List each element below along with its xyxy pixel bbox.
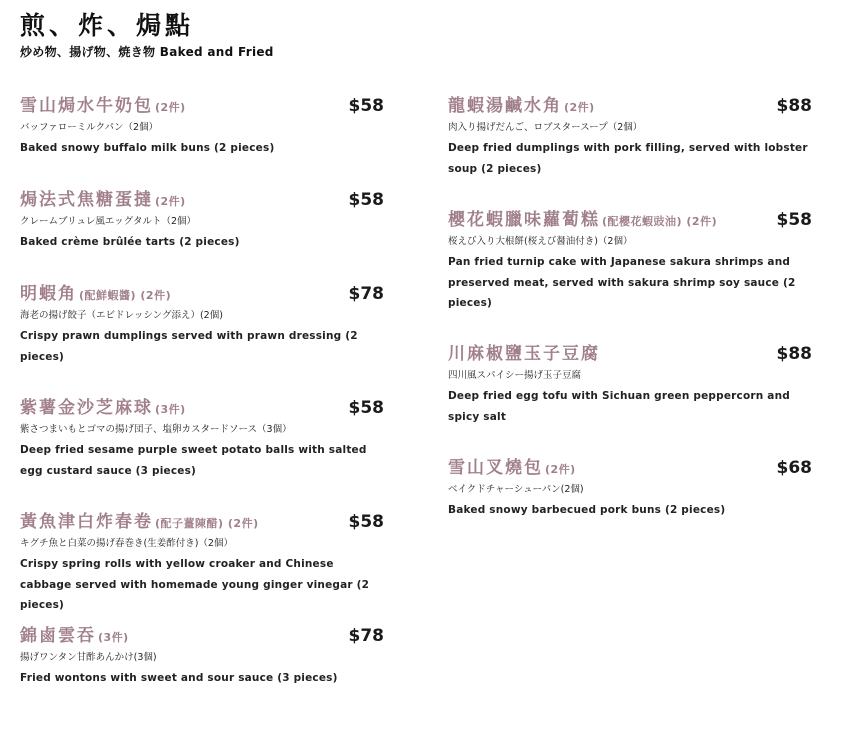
item-price: $58 (348, 398, 384, 418)
item-price: $78 (348, 626, 384, 646)
item-japanese-description: ベイクドチャーシューパン(2個) (448, 484, 584, 495)
item-english-description: Crispy spring rolls with yellow croaker and Chinese cabbage served with homemade young ginger vinegar (2 pieces) (20, 558, 370, 611)
item-english-description: Deep fried dumplings with pork filling, served with lobster soup (2 pieces) (448, 142, 808, 175)
item-name: 雪山叉燒包 (448, 458, 543, 478)
item-price: $78 (348, 284, 384, 304)
menu-item (20, 186, 384, 253)
item-japanese-description: クレームブリュレ風エッグタルト（2個） (20, 216, 196, 227)
menu-header (20, 10, 274, 60)
item-count: (配子薑陳醋) (2件) (155, 517, 259, 530)
item-english-description: Fried wontons with sweet and sour sauce (3 pieces) (20, 672, 338, 684)
item-japanese-description: キグチ魚と白菜の揚げ春巻き(生姜酢付き)（2個） (20, 538, 233, 549)
item-name: 黃魚津白炸春卷 (20, 512, 153, 532)
item-name: 雪山焗水牛奶包 (20, 96, 153, 116)
item-english-description: Pan fried turnip cake with Japanese sakura shrimps and preserved meat, served with sakura shrimp soy sauce (2 pieces) (448, 256, 796, 309)
item-price: $58 (348, 512, 384, 532)
item-japanese-description: 桜えび入り大根餅(桜えび醤油付き)（2個） (448, 236, 633, 247)
menu-item (448, 92, 812, 179)
item-price: $58 (348, 96, 384, 116)
section-title: 煎、炸、焗點 (20, 11, 195, 40)
item-japanese-description: バッファローミルクパン（2個） (20, 122, 159, 133)
item-count: (2件) (155, 195, 186, 208)
menu-item (20, 92, 384, 159)
item-count: (3件) (98, 631, 129, 644)
menu-item (20, 622, 384, 689)
item-price: $58 (348, 190, 384, 210)
menu-item (20, 280, 384, 367)
item-japanese-description: 海老の揚げ餃子（エビドレッシング添え）(2個) (20, 310, 223, 321)
item-english-description: Baked snowy buffalo milk buns (2 pieces) (20, 142, 275, 154)
item-japanese-description: 四川風スパイシー揚げ玉子豆腐 (448, 370, 582, 381)
item-count: (配櫻花蝦豉油) (2件) (602, 215, 718, 228)
item-japanese-description: 肉入り揚げだんご、ロブスタースープ（2個） (448, 122, 643, 133)
item-english-description: Baked crème brûlée tarts (2 pieces) (20, 236, 240, 248)
item-english-description: Crispy prawn dumplings served with prawn dressing (2 pieces) (20, 330, 358, 363)
item-count: (配鮮蝦醬) (2件) (79, 289, 172, 302)
section-subtitle: 炒め物、揚げ物、焼き物 Baked and Fried (20, 45, 274, 59)
item-count: (2件) (545, 463, 576, 476)
menu-item (448, 340, 812, 427)
item-count: (2件) (155, 101, 186, 114)
item-count: (2件) (564, 101, 595, 114)
item-english-description: Baked snowy barbecued pork buns (2 pieces) (448, 504, 726, 516)
item-english-description: Deep fried egg tofu with Sichuan green peppercorn and spicy salt (448, 390, 790, 423)
item-name: 焗法式焦糖蛋撻 (20, 190, 153, 210)
item-name: 紫薯金沙芝麻球 (20, 398, 153, 418)
item-name: 明蝦角 (20, 284, 77, 304)
menu-item (20, 394, 384, 481)
menu-item (20, 508, 384, 616)
item-price: $58 (776, 210, 812, 230)
item-price: $88 (776, 344, 812, 364)
item-japanese-description: 紫さつまいもとゴマの揚げ団子、塩卵カスタードソース（3個） (20, 424, 292, 435)
item-name: 川麻椒鹽玉子豆腐 (448, 344, 600, 364)
item-name: 錦鹵雲吞 (20, 626, 96, 646)
item-english-description: Deep fried sesame purple sweet potato balls with salted egg custard sauce (3 pieces) (20, 444, 367, 477)
item-name: 龍蝦湯鹹水角 (448, 96, 562, 116)
menu-item (448, 206, 812, 314)
menu-item (448, 454, 812, 521)
item-japanese-description: 揚げワンタン甘酢あんかけ(3個) (20, 652, 157, 663)
item-count: (3件) (155, 403, 186, 416)
item-name: 櫻花蝦臘味蘿蔔糕 (448, 210, 600, 230)
item-price: $68 (776, 458, 812, 478)
item-price: $88 (776, 96, 812, 116)
